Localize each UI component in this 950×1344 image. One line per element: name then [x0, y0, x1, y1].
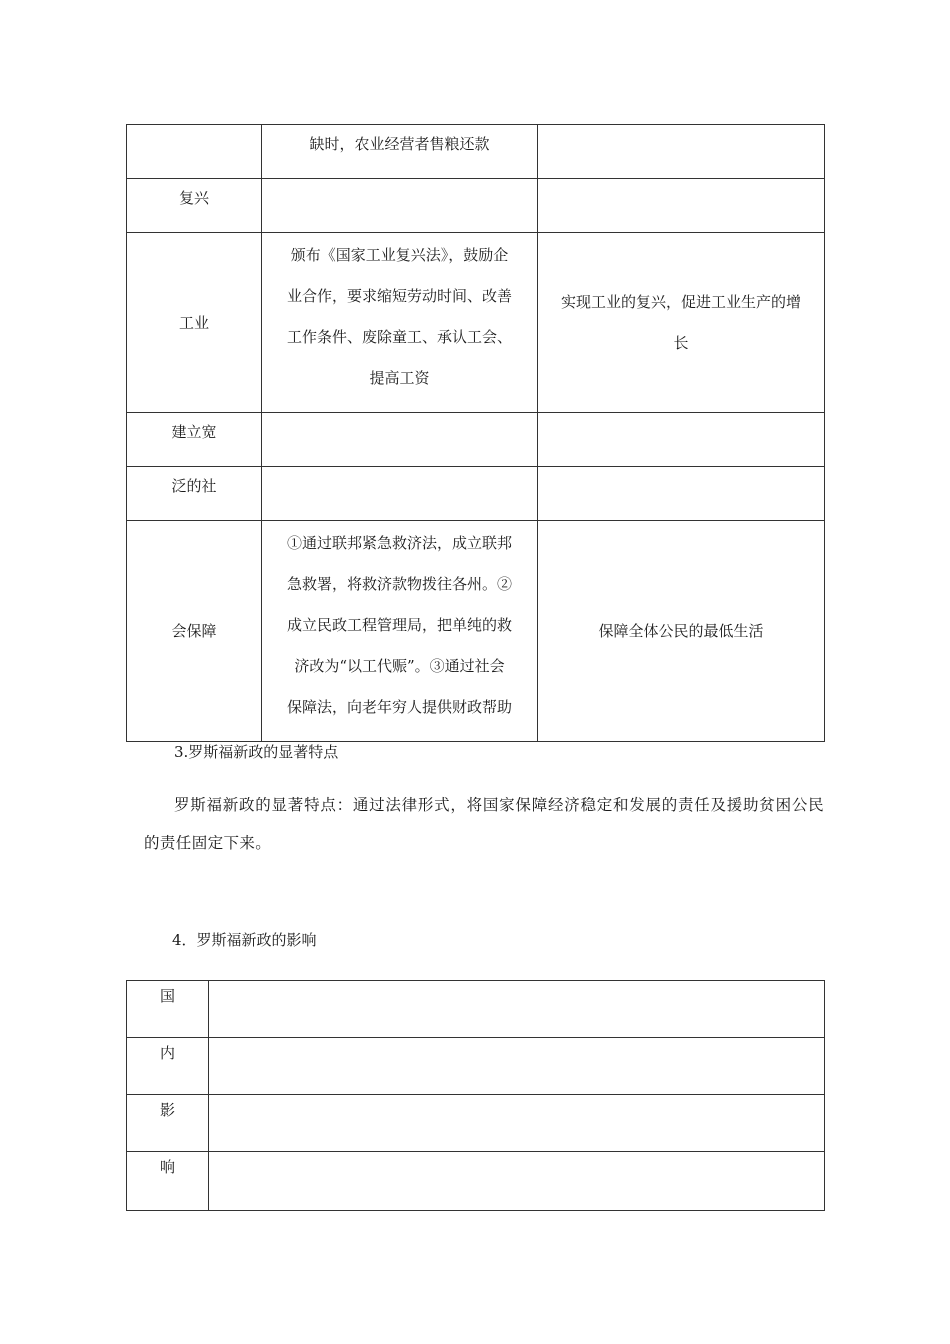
- row-label-cell: [127, 233, 262, 413]
- measures-cell: [262, 125, 538, 179]
- effect-cell: [538, 521, 825, 742]
- measures-cell: [262, 521, 538, 742]
- table-row: [127, 521, 825, 742]
- content-cell: [209, 1095, 825, 1152]
- effect-text: 保障全体公民的最低生活: [598, 622, 764, 640]
- effect-cell: [538, 125, 825, 179]
- measures-line: 济改为“以工代赈”。③通过社会: [294, 657, 505, 675]
- row-label-cell: 国: [127, 981, 209, 1038]
- measures-line: 颁布《国家工业复兴法》，鼓励企: [290, 246, 509, 264]
- table-row: [127, 1095, 825, 1152]
- content-cell: [209, 981, 825, 1038]
- row-label-cell: 影: [127, 1095, 209, 1152]
- new-deal-measures-table: [126, 124, 825, 742]
- table-row: [127, 1152, 825, 1211]
- measures-text: 缺时，农业经营者售粮还款: [309, 135, 490, 153]
- measures-line: 急救署，将救济款物拨往各州。②: [286, 575, 512, 593]
- measures-cell: [262, 467, 538, 521]
- content-cell: [209, 1038, 825, 1095]
- row-label-social-1: 建立宽: [171, 423, 217, 441]
- table-row: [127, 467, 825, 521]
- measures-line: 工作条件、废除童工、承认工会、: [286, 328, 512, 346]
- row-label-cell: 响: [127, 1152, 209, 1211]
- measures-line: 成立民政工程管理局，把单纯的救: [286, 616, 512, 634]
- effect-line: 实现工业的复兴，促进工业生产的增: [560, 292, 801, 311]
- effect-cell: [538, 467, 825, 521]
- section-4-heading: 4．罗斯福新政的影响: [172, 931, 317, 949]
- measures-cell: [262, 413, 538, 467]
- table-row: [127, 179, 825, 233]
- new-deal-impact-table: [126, 980, 825, 1211]
- measures-cell: [262, 179, 538, 233]
- table-row: [127, 1038, 825, 1095]
- measures-line: ①通过联邦紧急救济法，成立联邦: [286, 534, 512, 552]
- effect-cell: [538, 233, 825, 413]
- measures-line: 业合作，要求缩短劳动时间、改善: [286, 287, 512, 305]
- measures-cell: [262, 233, 538, 413]
- row-label-industry: 工业: [178, 313, 209, 332]
- effect-cell: [538, 179, 825, 233]
- section-3-heading: 3.罗斯福新政的显著特点: [174, 743, 339, 761]
- table-row: [127, 413, 825, 467]
- table-row: [127, 125, 825, 179]
- row-label-cell: 内: [127, 1038, 209, 1095]
- measures-line: 提高工资: [369, 369, 430, 387]
- table-row: [127, 981, 825, 1038]
- table-row: [127, 233, 825, 413]
- row-label-cell: [127, 125, 262, 179]
- effect-cell: [538, 413, 825, 467]
- section-3-paragraph: 罗斯福新政的显著特点：通过法律形式，将国家保障经济稳定和发展的责任及援助贫困公民的责任固定下来。: [144, 796, 824, 852]
- row-label-social-3: 会保障: [171, 622, 217, 640]
- row-label-revival: 复兴: [178, 189, 209, 207]
- row-label-cell: [127, 467, 262, 521]
- measures-line: 保障法，向老年穷人提供财政帮助: [286, 698, 512, 716]
- row-label-cell: [127, 521, 262, 742]
- row-label-cell: [127, 413, 262, 467]
- row-label-social-2: 泛的社: [171, 477, 217, 495]
- row-label-cell: [127, 179, 262, 233]
- content-cell: [209, 1152, 825, 1211]
- effect-line: 长: [673, 333, 689, 352]
